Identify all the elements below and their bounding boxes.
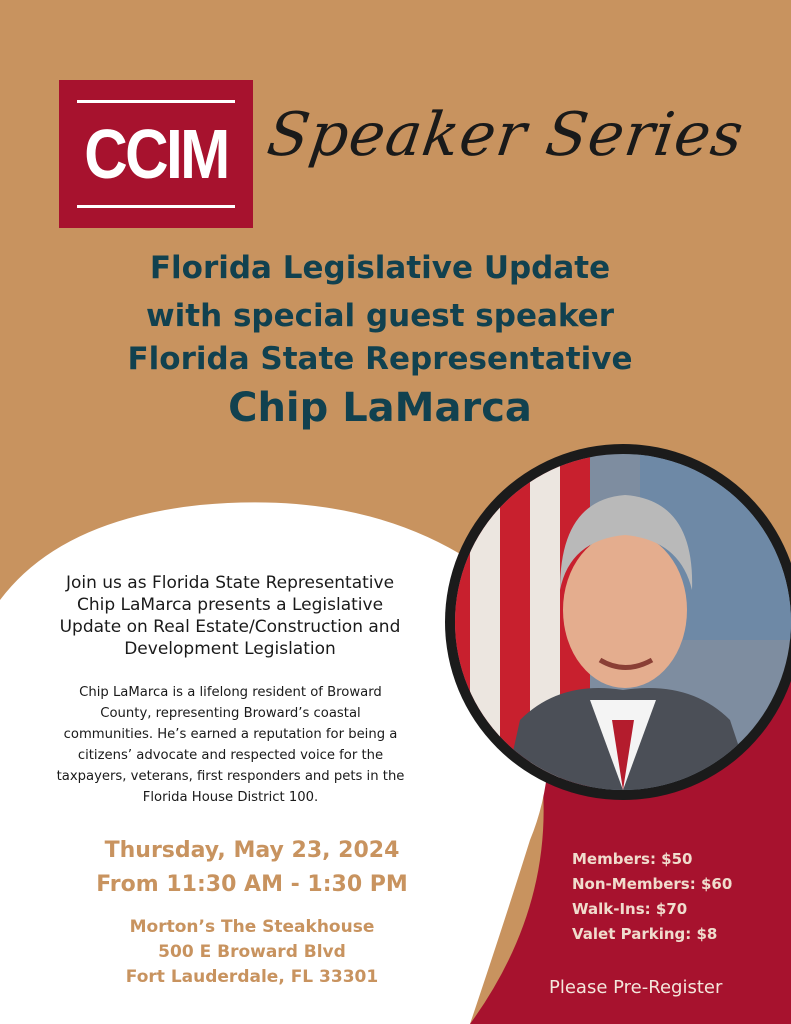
headline-line-2: with special guest speaker: [146, 298, 614, 334]
bio-line: citizens’ advocate and respected voice for the: [77, 748, 384, 763]
bio-line: Florida House District 100.: [142, 790, 319, 805]
price-non-members: Non-Members: $60: [572, 875, 733, 893]
series-title: Speaker Series: [263, 100, 749, 170]
headline-line-1: Florida Legislative Update: [149, 250, 611, 286]
bio-line: taxpayers, veterans, first responders and pets in the: [56, 769, 405, 784]
intro-line: Chip LaMarca presents a Legislative: [76, 595, 384, 615]
ccim-logo: [59, 80, 253, 228]
logo-rule-top: [77, 100, 235, 103]
price-valet: Valet Parking: $8: [572, 925, 718, 943]
bio-line: County, representing Broward’s coastal: [100, 706, 361, 721]
price-walk-ins: Walk-Ins: $70: [572, 900, 688, 918]
intro-text: [20, 572, 440, 660]
intro-line: Development Legislation: [124, 639, 336, 659]
event-time: From 11:30 AM - 1:30 PM: [96, 872, 408, 897]
event-date: Thursday, May 23, 2024: [104, 838, 400, 863]
intro-line: Update on Real Estate/Construction and: [59, 617, 401, 637]
intro-line: Join us as Florida State Representative: [65, 573, 395, 593]
pre-register-text: Please Pre-Register: [549, 977, 723, 998]
price-members: Members: $50: [572, 850, 693, 868]
logo-text: CCIM: [84, 115, 228, 193]
venue-city: Fort Lauderdale, FL 33301: [125, 967, 379, 987]
bio-line: communities. He’s earned a reputation for being a: [63, 727, 398, 742]
logo-rule-bottom: [77, 205, 235, 208]
venue-name: Morton’s The Steakhouse: [129, 917, 375, 937]
headline-line-3: Florida State Representative: [127, 341, 633, 377]
venue-street: 500 E Broward Blvd: [158, 942, 346, 962]
bio-line: Chip LaMarca is a lifelong resident of Broward: [79, 685, 382, 700]
speaker-name: Chip LaMarca: [228, 385, 532, 431]
speaker-bio: [18, 682, 443, 808]
